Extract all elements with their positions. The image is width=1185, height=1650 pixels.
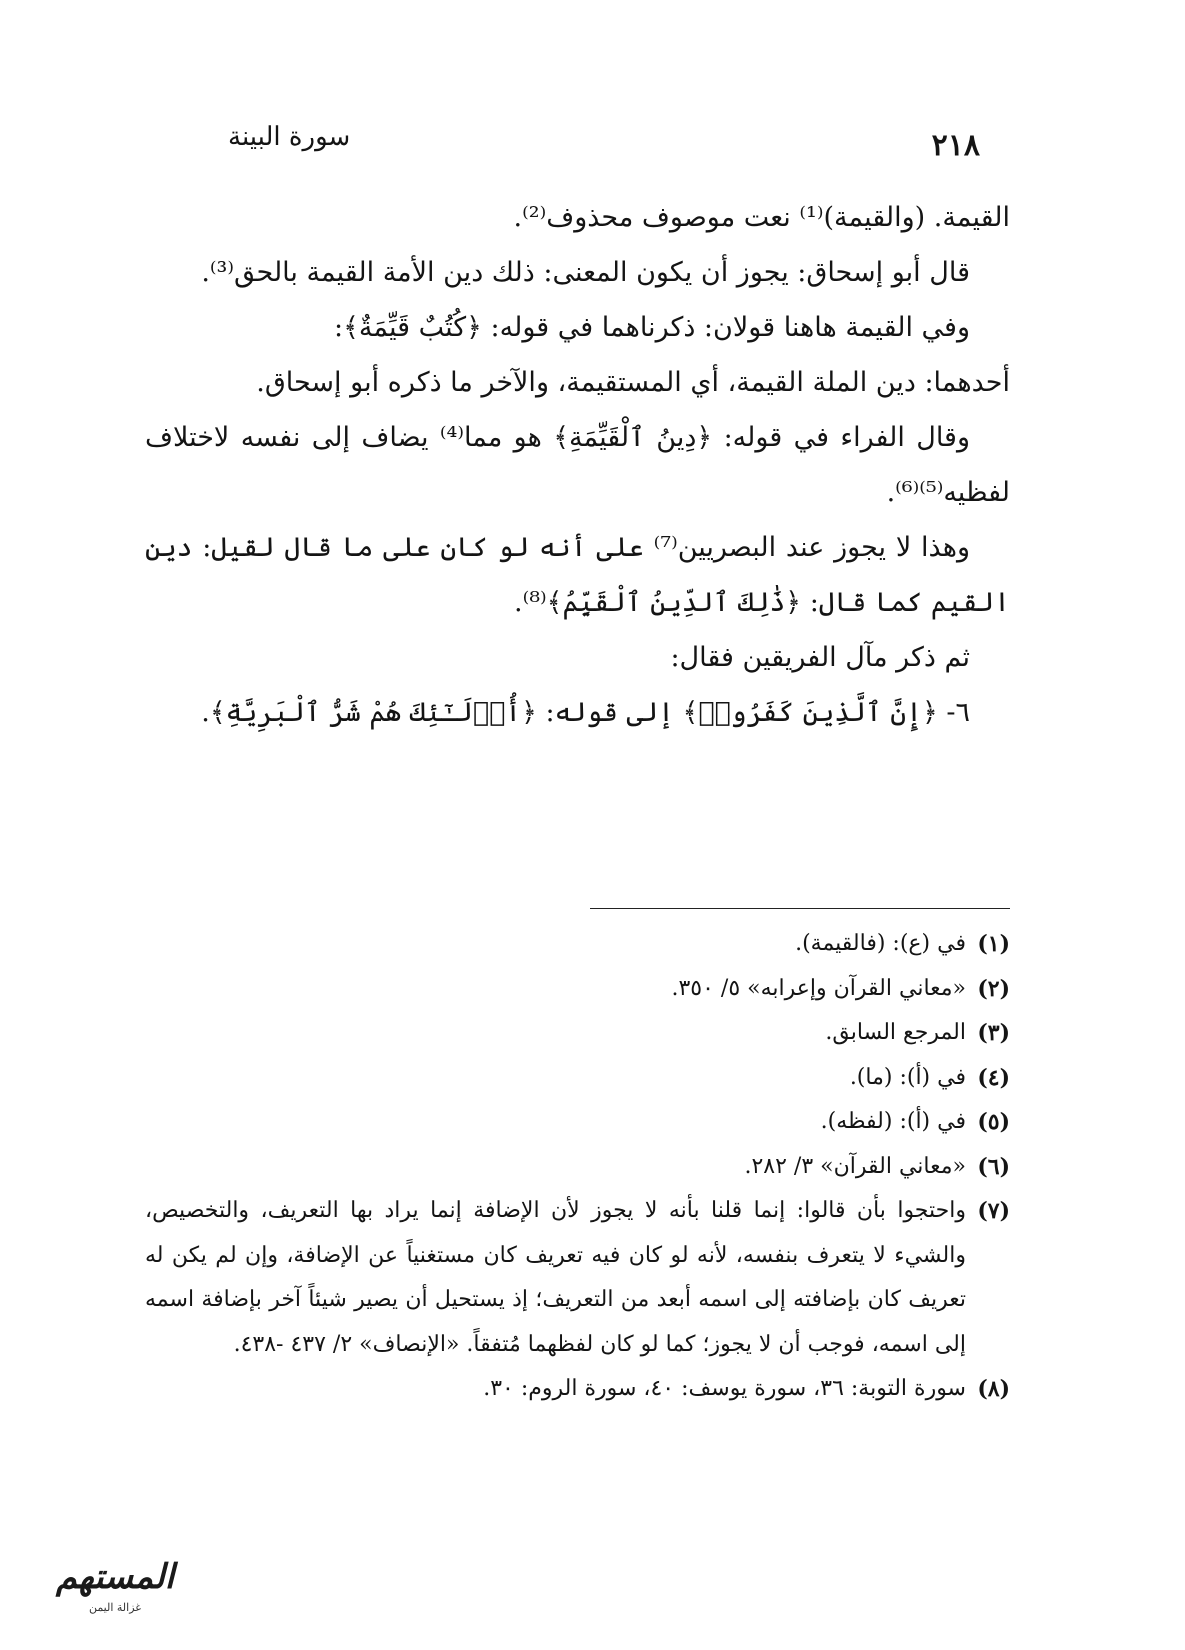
footnote-text: «معاني القرآن» ٣/ ٢٨٢. [744,1153,966,1179]
logo-text: المستهم [55,1557,175,1597]
footnote-separator [590,908,1010,909]
footnote-text: في (ع): (فالقيمة). [795,931,966,956]
footnote [145,1011,1010,1056]
paragraph: قال أبو إسحاق: يجوز أن يكون المعنى: ذلك دين الأمة القيمة بالحق⁽³⁾. [201,257,970,288]
footnote-number: (٢) [977,975,1010,1002]
footnote [145,1189,1010,1367]
footnote-number: (٣) [977,1020,1010,1046]
main-text [145,190,1010,740]
footnote [145,1145,1010,1190]
paragraph: القيمة. (والقيمة)⁽¹⁾ نعت موصوف محذوف⁽²⁾. [513,202,1010,233]
footnote [145,1367,1010,1412]
publisher-logo [40,1555,190,1625]
footnotes [145,922,1010,1412]
footnote-text: سورة التوبة: ٣٦، سورة يوسف: ٤٠، سورة الروم: ٣٠. [483,1376,966,1401]
footnote-number: (٤) [977,1064,1010,1091]
footnote [145,967,1010,1012]
footnote-number: (٨) [977,1376,1010,1402]
footnote-text: في (أ): (لفظه). [820,1109,966,1134]
footnote [145,1100,1010,1145]
paragraph: وقال الفراء في قوله: ﴿دِينُ ٱلْقَيِّمَةِ﴾ هو مما⁽⁴⁾ يضاف إلى نفسه لاختلاف لفظيه⁽⁵⁾⁽⁶⁾. [145,422,1010,508]
footnote [145,1056,1010,1101]
footnote-number: (٥) [977,1109,1010,1135]
paragraph: ٦- ﴿إِنَّ ٱلَّذِينَ كَفَرُوا۟﴾ إلى قوله: ﴿أُو۟لَـٰٓئِكَ هُمْ شَرُّ ٱلْبَرِيَّةِ﴾. [201,697,970,728]
footnote [145,922,1010,967]
footnote-number: (٦) [977,1153,1010,1180]
logo-subtext: غزالة اليمن [88,1601,142,1614]
footnote-text: واحتجوا بأن قالوا: إنما قلنا بأنه لا يجوز لأن الإضافة إنما يراد بها التعريف، والتخصيص، والشيء لا يتعرف بنفسه، لأنه لو كان فيه تعريف كان مستغنياً عن الإضافة، وإن لم يكن له تعريف كان بإضافته إلى اسمه أبعد من التعريف؛ إذ يستحيل أن يصير شيئاً آخر بإضافة اسمه إلى اسمه، فوجب أن لا يجوز؛ كما لو كان لفظهما مُتفقاً. «الإنصاف» ٢/ ٤٣٧ -٤٣٨. [145,1198,966,1357]
footnote-text: المرجع السابق. [825,1020,966,1045]
footnote-text: «معاني القرآن وإعرابه» ٥/ ٣٥٠. [671,975,966,1001]
paragraph: ثم ذكر مآل الفريقين فقال: [670,642,970,673]
paragraph: وهذا لا يجوز عند البصريين⁽⁷⁾ على أنه لو كان على ما قال لقيل: دين القيم كما قال: ﴿ذَٰلِكَ ٱلدِّينُ ٱلْقَيِّمُ﴾⁽⁸⁾. [145,532,1010,618]
page-number: ٢١٨ [931,128,980,163]
footnote-text: في (أ): (ما). [849,1064,966,1090]
footnote-number: (٧) [977,1198,1010,1224]
paragraph: أحدهما: دين الملة القيمة، أي المستقيمة، والآخر ما ذكره أبو إسحاق. [256,367,1010,398]
running-head: سورة البينة [228,122,351,152]
footnote-number: (١) [977,931,1010,957]
paragraph: وفي القيمة هاهنا قولان: ذكرناهما في قوله: ﴿كُتُبٌ قَيِّمَةٌ﴾: [333,312,970,343]
